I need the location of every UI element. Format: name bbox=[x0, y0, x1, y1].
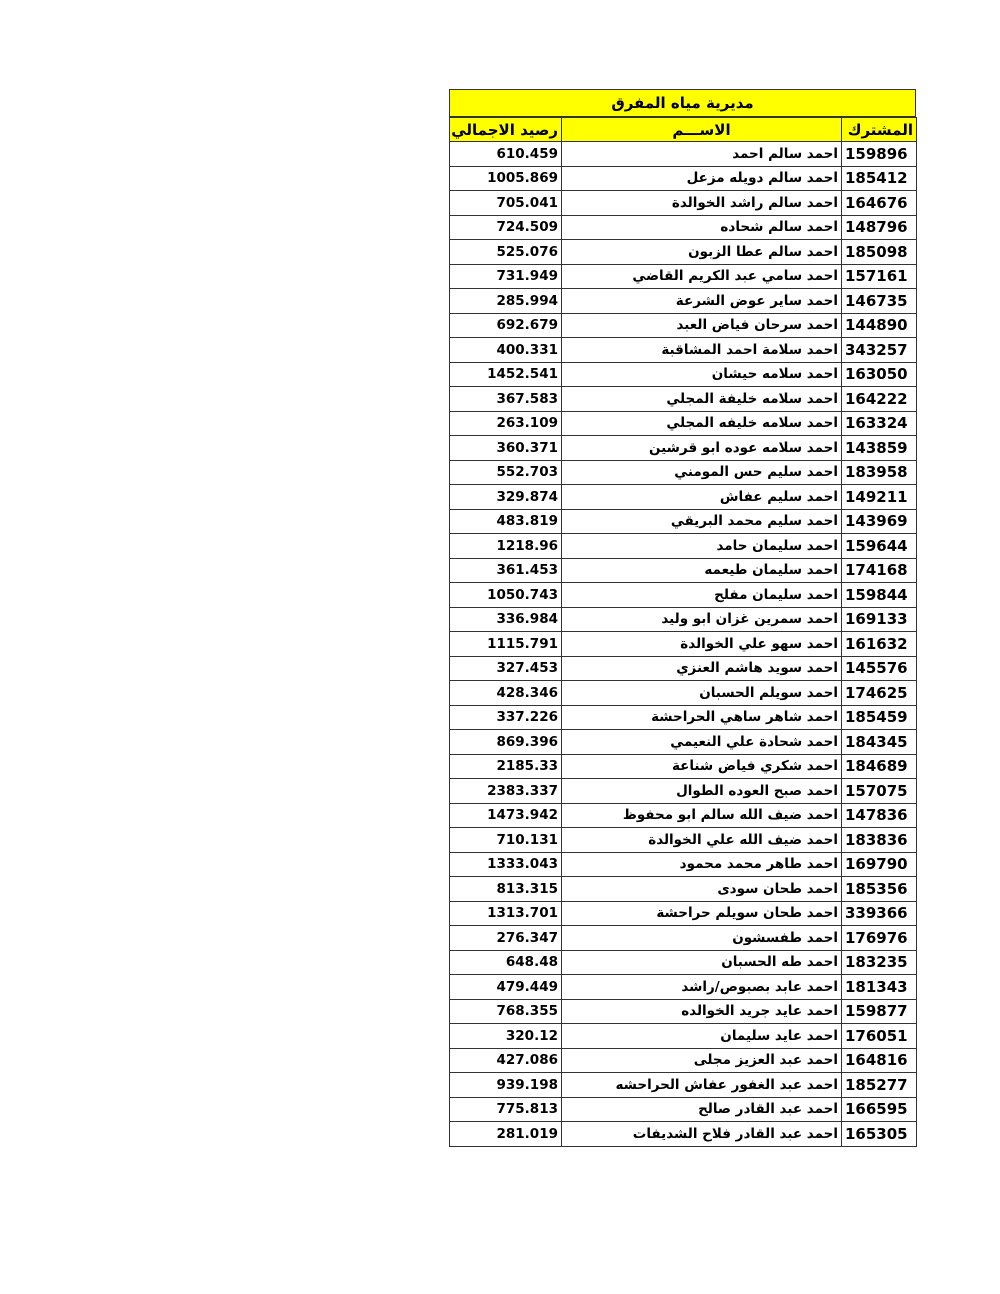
balance-cell: 281.019 bbox=[450, 1122, 562, 1147]
table-row bbox=[450, 705, 917, 730]
balance-cell: 1313.701 bbox=[450, 901, 562, 926]
table-row bbox=[450, 901, 917, 926]
subscriber-id-cell: 143969 bbox=[842, 509, 917, 534]
subscriber-id-cell: 181343 bbox=[842, 975, 917, 1000]
subscriber-id-cell: 183235 bbox=[842, 950, 917, 975]
balance-cell: 336.984 bbox=[450, 607, 562, 632]
table-row bbox=[450, 264, 917, 289]
name-cell: احمد ضيف الله علي الخوالدة bbox=[562, 828, 842, 853]
subscriber-id-cell: 185277 bbox=[842, 1073, 917, 1098]
balance-cell: 1333.043 bbox=[450, 852, 562, 877]
subscriber-id-cell: 161632 bbox=[842, 632, 917, 657]
balance-cell: 2383.337 bbox=[450, 779, 562, 804]
table-row bbox=[450, 313, 917, 338]
subscriber-id-cell: 145576 bbox=[842, 656, 917, 681]
subscriber-id-cell: 174168 bbox=[842, 558, 917, 583]
table-row bbox=[450, 803, 917, 828]
name-cell: احمد سلامه عوده ابو قرشين bbox=[562, 436, 842, 461]
balance-cell: 610.459 bbox=[450, 142, 562, 167]
table-row bbox=[450, 558, 917, 583]
subscriber-id-cell: 185459 bbox=[842, 705, 917, 730]
subscriber-id-cell: 166595 bbox=[842, 1097, 917, 1122]
subscriber-id-cell: 176051 bbox=[842, 1024, 917, 1049]
subscriber-id-cell: 185356 bbox=[842, 877, 917, 902]
name-cell: احمد سليمان طيعمه bbox=[562, 558, 842, 583]
water-directorate-sheet bbox=[449, 89, 916, 1147]
subscriber-id-cell: 159896 bbox=[842, 142, 917, 167]
table-row bbox=[450, 1097, 917, 1122]
table-row bbox=[450, 950, 917, 975]
balance-cell: 552.703 bbox=[450, 460, 562, 485]
name-cell: احمد ضيف الله سالم ابو محفوظ bbox=[562, 803, 842, 828]
name-cell: احمد سليم محمد البريقي bbox=[562, 509, 842, 534]
balance-cell: 337.226 bbox=[450, 705, 562, 730]
table-row bbox=[450, 852, 917, 877]
table-row bbox=[450, 730, 917, 755]
table-row bbox=[450, 1073, 917, 1098]
name-cell: احمد عبد القادر فلاح الشديفات bbox=[562, 1122, 842, 1147]
name-cell: احمد سويلم الحسبان bbox=[562, 681, 842, 706]
name-cell: احمد عايد سليمان bbox=[562, 1024, 842, 1049]
table-row bbox=[450, 166, 917, 191]
name-cell: احمد سلامه خليفه المجلي bbox=[562, 411, 842, 436]
balance-cell: 479.449 bbox=[450, 975, 562, 1000]
table-row bbox=[450, 240, 917, 265]
name-cell: احمد عبد القادر صالح bbox=[562, 1097, 842, 1122]
name-cell: احمد سالم شحاده bbox=[562, 215, 842, 240]
balance-cell: 1005.869 bbox=[450, 166, 562, 191]
subscriber-id-cell: 174625 bbox=[842, 681, 917, 706]
subscriber-id-cell: 169790 bbox=[842, 852, 917, 877]
subscriber-id-cell: 164816 bbox=[842, 1048, 917, 1073]
subscriber-id-cell: 157161 bbox=[842, 264, 917, 289]
subscriber-id-cell: 159844 bbox=[842, 583, 917, 608]
subscriber-id-cell: 169133 bbox=[842, 607, 917, 632]
name-cell: احمد طحان سودى bbox=[562, 877, 842, 902]
balance-cell: 525.076 bbox=[450, 240, 562, 265]
table-row bbox=[450, 534, 917, 559]
table-row bbox=[450, 877, 917, 902]
name-cell: احمد سالم عطا الزبون bbox=[562, 240, 842, 265]
name-cell: احمد عابد بصبوص/راشد bbox=[562, 975, 842, 1000]
name-cell: احمد صبح العوده الطوال bbox=[562, 779, 842, 804]
sheet-title: مديرية مياه المفرق bbox=[449, 89, 916, 117]
table-row bbox=[450, 583, 917, 608]
balance-cell: 1452.541 bbox=[450, 362, 562, 387]
table-row bbox=[450, 509, 917, 534]
table-row bbox=[450, 1122, 917, 1147]
name-cell: احمد سليم حس المومني bbox=[562, 460, 842, 485]
balance-cell: 939.198 bbox=[450, 1073, 562, 1098]
name-cell: احمد طه الحسبان bbox=[562, 950, 842, 975]
table-row bbox=[450, 485, 917, 510]
header-balance: رصيد الاجمالي bbox=[450, 118, 562, 142]
balance-cell: 427.086 bbox=[450, 1048, 562, 1073]
subscribers-table bbox=[449, 117, 917, 1147]
subscriber-id-cell: 343257 bbox=[842, 338, 917, 363]
subscriber-id-cell: 146735 bbox=[842, 289, 917, 314]
subscriber-id-cell: 183836 bbox=[842, 828, 917, 853]
name-cell: احمد سالم احمد bbox=[562, 142, 842, 167]
table-row bbox=[450, 828, 917, 853]
balance-cell: 329.874 bbox=[450, 485, 562, 510]
balance-cell: 768.355 bbox=[450, 999, 562, 1024]
balance-cell: 276.347 bbox=[450, 926, 562, 951]
table-row bbox=[450, 362, 917, 387]
name-cell: احمد سامي عبد الكريم القاضي bbox=[562, 264, 842, 289]
name-cell: احمد طاهر محمد محمود bbox=[562, 852, 842, 877]
table-row bbox=[450, 926, 917, 951]
subscriber-id-cell: 163050 bbox=[842, 362, 917, 387]
subscriber-id-cell: 144890 bbox=[842, 313, 917, 338]
table-row bbox=[450, 436, 917, 461]
subscriber-id-cell: 184689 bbox=[842, 754, 917, 779]
balance-cell: 327.453 bbox=[450, 656, 562, 681]
balance-cell: 367.583 bbox=[450, 387, 562, 412]
name-cell: احمد سليمان مفلح bbox=[562, 583, 842, 608]
name-cell: احمد سليمان حامد bbox=[562, 534, 842, 559]
name-cell: احمد سالم راشد الخوالدة bbox=[562, 191, 842, 216]
balance-cell: 1050.743 bbox=[450, 583, 562, 608]
subscriber-id-cell: 183958 bbox=[842, 460, 917, 485]
balance-cell: 428.346 bbox=[450, 681, 562, 706]
name-cell: احمد سليم عفاش bbox=[562, 485, 842, 510]
balance-cell: 813.315 bbox=[450, 877, 562, 902]
table-row bbox=[450, 1024, 917, 1049]
table-row bbox=[450, 999, 917, 1024]
table-row bbox=[450, 460, 917, 485]
balance-cell: 400.331 bbox=[450, 338, 562, 363]
table-row bbox=[450, 632, 917, 657]
subscriber-id-cell: 143859 bbox=[842, 436, 917, 461]
name-cell: احمد طفسشون bbox=[562, 926, 842, 951]
header-name: الاســـم bbox=[562, 118, 842, 142]
name-cell: احمد شاهر ساهي الحراحشة bbox=[562, 705, 842, 730]
table-row bbox=[450, 215, 917, 240]
header-row bbox=[450, 118, 917, 142]
table-row bbox=[450, 411, 917, 436]
name-cell: احمد سالم دويله مزعل bbox=[562, 166, 842, 191]
balance-cell: 483.819 bbox=[450, 509, 562, 534]
table-row bbox=[450, 387, 917, 412]
table-row bbox=[450, 191, 917, 216]
balance-cell: 361.453 bbox=[450, 558, 562, 583]
subscriber-id-cell: 164676 bbox=[842, 191, 917, 216]
subscriber-id-cell: 184345 bbox=[842, 730, 917, 755]
subscriber-id-cell: 164222 bbox=[842, 387, 917, 412]
balance-cell: 731.949 bbox=[450, 264, 562, 289]
balance-cell: 263.109 bbox=[450, 411, 562, 436]
subscriber-id-cell: 148796 bbox=[842, 215, 917, 240]
table-row bbox=[450, 779, 917, 804]
balance-cell: 775.813 bbox=[450, 1097, 562, 1122]
balance-cell: 2185.33 bbox=[450, 754, 562, 779]
balance-cell: 692.679 bbox=[450, 313, 562, 338]
name-cell: احمد طحان سويلم حراحشة bbox=[562, 901, 842, 926]
header-subscriber: المشترك bbox=[842, 118, 917, 142]
subscriber-id-cell: 339366 bbox=[842, 901, 917, 926]
table-row bbox=[450, 975, 917, 1000]
name-cell: احمد عبد العزيز مجلى bbox=[562, 1048, 842, 1073]
name-cell: احمد سرحان فياض العبد bbox=[562, 313, 842, 338]
name-cell: احمد سمرين غزان ابو وليد bbox=[562, 607, 842, 632]
name-cell: احمد عبد الغفور عفاش الحراحشه bbox=[562, 1073, 842, 1098]
balance-cell: 705.041 bbox=[450, 191, 562, 216]
subscriber-id-cell: 149211 bbox=[842, 485, 917, 510]
name-cell: احمد سلامه حيشان bbox=[562, 362, 842, 387]
balance-cell: 320.12 bbox=[450, 1024, 562, 1049]
name-cell: احمد شكري فياض شناعة bbox=[562, 754, 842, 779]
balance-cell: 1115.791 bbox=[450, 632, 562, 657]
name-cell: احمد سلامة احمد المشاقبة bbox=[562, 338, 842, 363]
name-cell: احمد سلامه خليفة المجلي bbox=[562, 387, 842, 412]
balance-cell: 1473.942 bbox=[450, 803, 562, 828]
subscriber-id-cell: 176976 bbox=[842, 926, 917, 951]
table-row bbox=[450, 681, 917, 706]
balance-cell: 648.48 bbox=[450, 950, 562, 975]
table-row bbox=[450, 607, 917, 632]
name-cell: احمد سهو علي الخوالدة bbox=[562, 632, 842, 657]
table-row bbox=[450, 142, 917, 167]
name-cell: احمد ساير عوض الشرعة bbox=[562, 289, 842, 314]
subscriber-id-cell: 185412 bbox=[842, 166, 917, 191]
name-cell: احمد سويد هاشم العنزي bbox=[562, 656, 842, 681]
table-row bbox=[450, 289, 917, 314]
table-row bbox=[450, 1048, 917, 1073]
balance-cell: 710.131 bbox=[450, 828, 562, 853]
subscriber-id-cell: 159877 bbox=[842, 999, 917, 1024]
name-cell: احمد شحادة علي النعيمي bbox=[562, 730, 842, 755]
balance-cell: 360.371 bbox=[450, 436, 562, 461]
table-row bbox=[450, 338, 917, 363]
subscriber-id-cell: 147836 bbox=[842, 803, 917, 828]
balance-cell: 724.509 bbox=[450, 215, 562, 240]
subscriber-id-cell: 165305 bbox=[842, 1122, 917, 1147]
subscriber-id-cell: 157075 bbox=[842, 779, 917, 804]
subscriber-id-cell: 163324 bbox=[842, 411, 917, 436]
subscriber-id-cell: 185098 bbox=[842, 240, 917, 265]
table-row bbox=[450, 656, 917, 681]
subscriber-id-cell: 159644 bbox=[842, 534, 917, 559]
balance-cell: 285.994 bbox=[450, 289, 562, 314]
balance-cell: 869.396 bbox=[450, 730, 562, 755]
balance-cell: 1218.96 bbox=[450, 534, 562, 559]
table-row bbox=[450, 754, 917, 779]
name-cell: احمد عايد جريد الخوالده bbox=[562, 999, 842, 1024]
